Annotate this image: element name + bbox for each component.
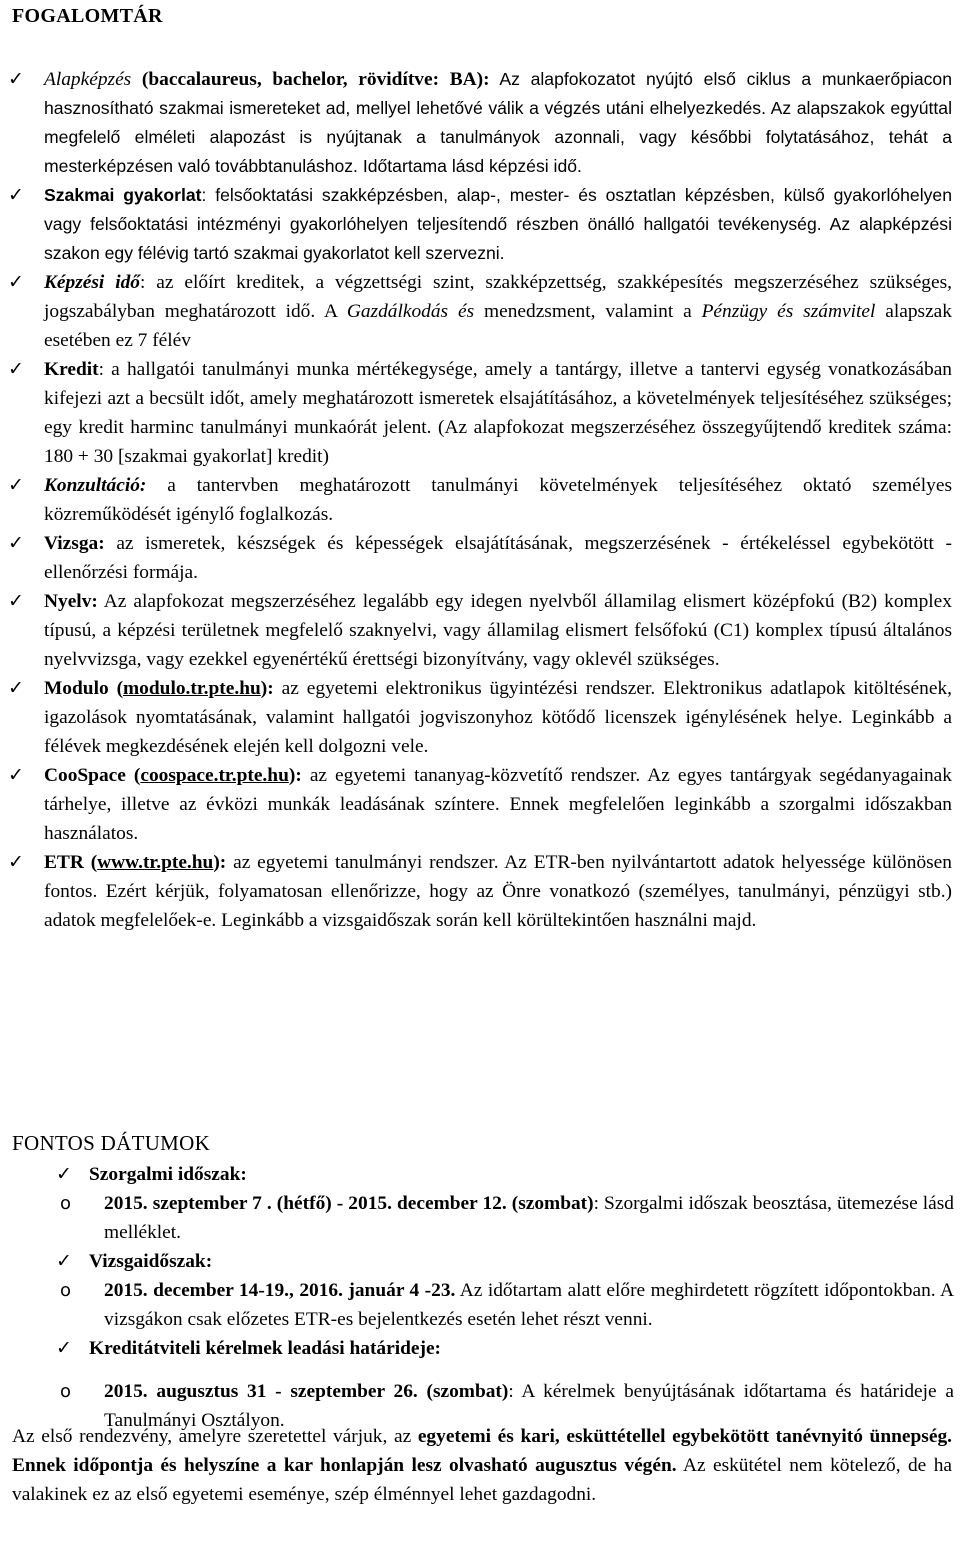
term-label: CooSpace ( — [44, 765, 141, 786]
section-title-important-dates: FONTOS DÁTUMOK — [12, 1131, 211, 1155]
term-label: ETR ( — [44, 852, 98, 873]
definition: az ismeretek, készségek és képességek elsajátításának, megszerzésének - értékeléssel egybekötött - ellenőrzési formája. — [44, 533, 952, 583]
checkmark-icon: ✓ — [8, 68, 24, 90]
definition: : felsőoktatási szakképzésben, alap-, mester- és osztatlan képzésben, külső gyakorlóhelyen vagy felsőoktatási intézményi gyakorlóhelyen teljesítendő részben önálló hallgatói tevékenység. Az alapképzési szakon egy félévig tartó szakmai gyakorlatot kell szervezni. — [44, 185, 952, 263]
checkmark-icon: ✓ — [8, 474, 24, 496]
definition: a tantervben meghatározott tanulmányi követelmények teljesítéséhez oktató személyes közreműködését igénylő foglalkozás. — [44, 475, 952, 525]
term — [44, 678, 274, 699]
term-close: ): — [288, 765, 302, 786]
definition: Az alapfokozatot nyújtó első ciklus a munkaerőpiacon hasznosítható szakmai ismereteket ad, mellyel lehetővé válik a végzés utáni elhelyezkedés. Az alapszakok egyúttal megfelelő elméleti alapozást is nyújtanak a tanulmányok azonnali, vagy későbbi folytatásához, tehát a mesterképzésen való továbbtanuláshoz. Időtartama lásd képzési idő. — [44, 69, 952, 176]
date-item-vizsgaidoszak — [56, 1247, 954, 1276]
closing-emphasis: egyetemi és kari, esküttétellel egybekötött tanévnyitó ünnepség. Ennek időpontja és helyszíne a kar honlapján lesz olvasható augusztus végén. — [12, 1426, 952, 1476]
circle-bullet-icon: o — [60, 1280, 72, 1301]
definition: az egyetemi tanulmányi rendszer. Az ETR-ben nyilvántartott adatok helyessége különösen fontos. Ezért kérjük, folyamatosan ellenőrizze, hogy az Önre vonatkozó (személyes, tanulmányi, pénzügyi stb.) adatok megfelelőek-e. Leginkább a vizsgaidőszak során kell körültekintően használni majd. — [44, 852, 952, 931]
important-dates-list — [56, 1160, 954, 1435]
date-item-kreditatviteli — [56, 1334, 954, 1363]
definition: Az alapfokozat megszerzéséhez legalább egy idegen nyelvből államilag elismert középfokú (B2) komplex típusú, a képzési területnek megfelelő szaknyelvi, vagy államilag elismert felsőfokú (C1) komplex típusú általános nyelvvizsga, vagy ezekkel egyenértékű érettségi bizonyítvány, vagy oklevél szükséges. — [44, 591, 952, 670]
checkmark-icon: ✓ — [56, 1163, 72, 1185]
term: Vizsga: — [44, 533, 105, 554]
definition: : a hallgatói tanulmányi munka mértékegysége, amely a tantárgy, illetve a tantervi egység vonatkozásában kifejezi azt a becsült időt, amely meghatározott ismeretek elsajátításához, a követelmények teljesítéséhez szükséges; egy kredit harminc tanulmányi munkaórát jelent. (Az alapfokozat megszerzéséhez összegyűjtendő kreditek száma: 180 + 30 [szakmai gyakorlat] kredit) — [44, 359, 952, 467]
closing-paragraph — [12, 1422, 952, 1509]
term: Képzési idő — [44, 272, 140, 293]
date-description: Az időtartam alatt előre meghirdetett rögzített időpontokban. A vizsgákon csak előzetes ETR-es bejelentkezés esetén lehet részt venni. — [104, 1280, 954, 1330]
term-abbr: (baccalaureus, bachelor, rövidítve: BA): — [141, 69, 490, 90]
glossary-item-coospace — [8, 761, 952, 848]
term — [44, 765, 302, 786]
page-title: FOGALOMTÁR — [12, 5, 163, 27]
checkmark-icon: ✓ — [8, 677, 24, 699]
glossary-item-vizsga — [8, 529, 952, 587]
definition: az egyetemi tananyag-közvetítő rendszer. Az egyes tantárgyak segédanyagainak tárhelye, illetve az évközi munkák leadásának színtere. Ennek megfelelően leginkább a szorgalmi időszakban használatos. — [44, 765, 952, 844]
term-close: ): — [260, 678, 274, 699]
term: Alapképzés — [44, 69, 132, 90]
glossary-list — [8, 65, 952, 935]
glossary-item-kredit — [8, 355, 952, 471]
checkmark-icon: ✓ — [8, 851, 24, 873]
date-detail — [0, 1189, 954, 1247]
term — [44, 852, 226, 873]
closing-text: Az első rendezvény, amelyre szeretettel várjuk, az — [12, 1426, 418, 1447]
etr-link[interactable]: www.tr.pte.hu — [97, 852, 214, 873]
date-range: 2015. augusztus 31 - szeptember 26. (szombat) — [104, 1381, 509, 1402]
term: Kredit — [44, 359, 99, 380]
glossary-item-etr — [8, 848, 952, 935]
circle-bullet-icon: o — [60, 1381, 72, 1402]
date-item-title: Vizsgaidőszak: — [89, 1251, 213, 1272]
date-description: : Szorgalmi időszak beosztása, ütemezése lásd melléklet. — [104, 1193, 954, 1243]
date-detail — [0, 1276, 954, 1334]
emphasis: Pénzügy és számvitel — [701, 301, 876, 322]
term: Nyelv: — [44, 591, 98, 612]
date-range: 2015. december 14-19., 2016. január 4 -23. — [104, 1280, 456, 1301]
glossary-item-nyelv — [8, 587, 952, 674]
glossary-item-szakmai-gyakorlat — [8, 181, 952, 268]
glossary-item-alapkepzes — [8, 65, 952, 181]
checkmark-icon: ✓ — [8, 764, 24, 786]
modulo-link[interactable]: modulo.tr.pte.hu — [123, 678, 261, 699]
checkmark-icon: ✓ — [56, 1250, 72, 1272]
definition: az egyetemi elektronikus ügyintézési rendszer. Elektronikus adatlapok kitöltésének, igazolások nyomtatásának, valamint hallgatói jogviszonyhoz kötődő licenszek igénylésének helye. Leginkább a félévek megkezdésének elején kell dolgozni vele. — [44, 678, 952, 757]
definition-cont: menedzsment, valamint a — [474, 301, 702, 322]
term: Szakmai gyakorlat — [44, 185, 202, 205]
definition: : az előírt kreditek, a végzettségi szint, szakképzettség, szakképesítés megszerzéséhez szükséges, jogszabályban meghatározott idő. A — [44, 272, 953, 322]
definition-end: alapszak esetében ez 7 félév — [44, 301, 952, 351]
coospace-link[interactable]: coospace.tr.pte.hu — [140, 765, 289, 786]
glossary-item-konzultacio — [8, 471, 952, 529]
circle-bullet-icon: o — [60, 1193, 72, 1214]
term-label: Modulo ( — [44, 678, 124, 699]
term-close: ): — [213, 852, 227, 873]
checkmark-icon: ✓ — [8, 532, 24, 554]
closing-text-end: Az eskütétel nem kötelező, de ha valakinek ez az első egyetemi eseménye, szép élménnyel lehet gazdagodni. — [12, 1455, 952, 1505]
glossary-item-modulo — [8, 674, 952, 761]
date-item-szorgalmi — [56, 1160, 954, 1189]
emphasis: Gazdálkodás és — [346, 301, 475, 322]
date-item-title: Szorgalmi időszak: — [89, 1164, 247, 1185]
date-range: 2015. szeptember 7 . (hétfő) - 2015. december 12. (szombat) — [104, 1193, 594, 1214]
date-item-title: Kreditátviteli kérelmek leadási határideje: — [89, 1338, 442, 1359]
term: Konzultáció: — [44, 475, 147, 496]
checkmark-icon: ✓ — [56, 1337, 72, 1359]
glossary-item-kepzesi-ido — [8, 268, 952, 355]
checkmark-icon: ✓ — [8, 184, 24, 206]
checkmark-icon: ✓ — [8, 590, 24, 612]
checkmark-icon: ✓ — [8, 271, 24, 293]
checkmark-icon: ✓ — [8, 358, 24, 380]
date-description: : A kérelmek benyújtásának időtartama és határideje a Tanulmányi Osztályon. — [104, 1381, 954, 1431]
